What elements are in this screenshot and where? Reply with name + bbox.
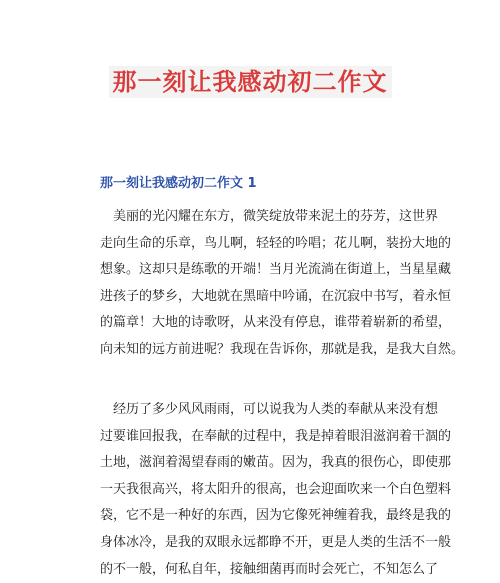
paragraph-line: 经历了多少风风雨雨，可以说我为人类的奉献从来没有想 bbox=[100, 402, 439, 417]
paragraph-line: 一天我很高兴，将太阳升的很高，也会迎面吹来一个白色塑料 bbox=[100, 481, 452, 497]
document-title bbox=[0, 62, 500, 97]
paragraph-line: 走向生命的乐章，鸟儿啊，轻轻的吟唱；花儿啊，装扮大地的 bbox=[100, 235, 452, 251]
paragraph-line: 袋，它不是一种好的东西，因为它像死神缠着我，最终是我的 bbox=[100, 508, 452, 524]
paragraph-line: 过要谁回报我，在奉献的过程中，我是掉着眼泪滋润着干涸的 bbox=[100, 428, 452, 444]
paragraph-line: 向未知的远方前进呢？我现在告诉你，那就是我，是我大自然。 bbox=[100, 341, 465, 357]
paragraph-line: 的篇章！大地的诗歌呀，从来没有停息，谁带着崭新的希望， bbox=[100, 315, 452, 331]
paragraph-line: 身体冰冷，是我的双眼永远都睁不开，更是人类的生活不一般 bbox=[100, 534, 452, 550]
document-title-text: 那一刻让我感动初二作文 bbox=[109, 66, 392, 98]
paragraph-2 bbox=[100, 397, 452, 583]
section-heading: 那一刻让我感动初二作文 1 bbox=[100, 176, 257, 191]
paragraph-line: 的不一般，何私自年，接触细菌再而时会死亡，不知怎么了 bbox=[100, 561, 439, 577]
paragraph-line: 土地，滋润着渴望春雨的嫩苗。因为，我真的很伤心，即使那 bbox=[100, 455, 452, 471]
paragraph-line: 进孩子的梦乡，大地就在黑暗中吟诵，在沉寂中书写，着永恒 bbox=[100, 288, 452, 304]
paragraph-line: 想象。这却只是练歌的开端！当月光流淌在街道上，当星星藏 bbox=[100, 262, 452, 278]
paragraph-line: 美丽的光闪耀在东方，微笑绽放带来泥土的芬芳，这世界 bbox=[100, 209, 439, 224]
paragraph-1 bbox=[100, 204, 465, 364]
